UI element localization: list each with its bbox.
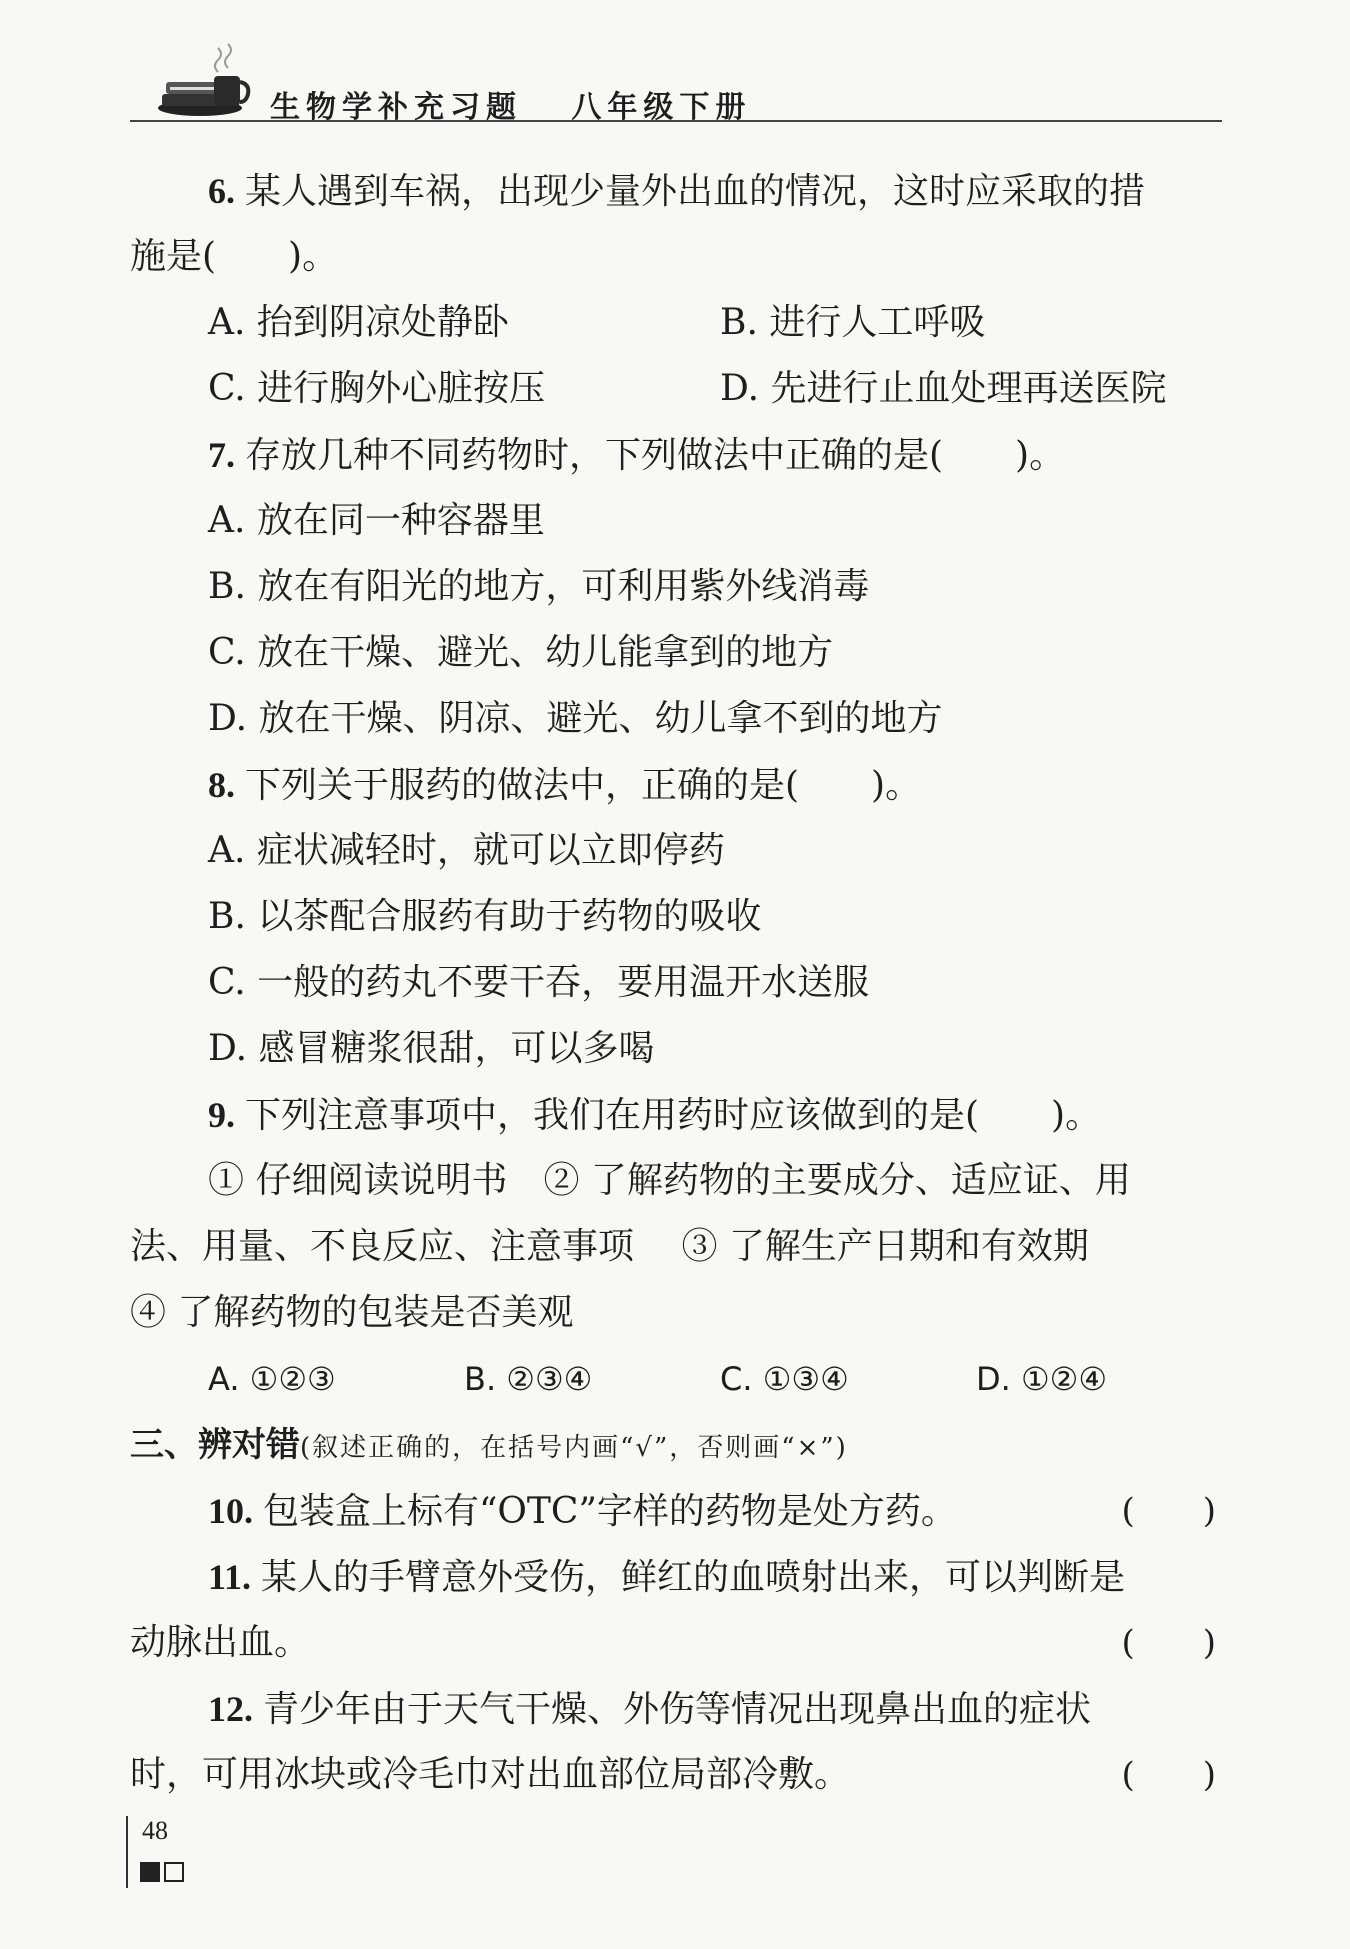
question-6-options-cd (130, 356, 1222, 422)
question-text: 某人的手臂意外受伤，鲜红的血喷射出来，可以判断是 (261, 1557, 1126, 1598)
question-text: 下列关于服药的做法中，正确的是( )。 (245, 765, 922, 806)
option-d: D. 先进行止血处理再送医院 (720, 368, 1167, 409)
question-9-items: ① 仔细阅读说明书 ② 了解药物的主要成分、适应证、用 (208, 1160, 1131, 1201)
question-9 (130, 1082, 1222, 1148)
option-d: D. 感冒糖浆很甜，可以多喝 (208, 1028, 655, 1069)
answer-parentheses: ( ) (1121, 1623, 1216, 1663)
option-b: B. 以茶配合服药有助于药物的吸收 (208, 896, 762, 937)
content (130, 158, 1222, 1808)
question-6-options-ab (130, 290, 1222, 356)
question-number: 10. (208, 1491, 253, 1531)
question-text: 施是( )。 (130, 236, 339, 277)
books-and-cup-icon (152, 40, 262, 120)
question-11 (130, 1544, 1222, 1610)
question-9-options (130, 1346, 1222, 1412)
section-title: 三、辨对错 (130, 1425, 300, 1465)
option-a: A. ①②③ (208, 1360, 336, 1398)
question-9-items-continued: 法、用量、不良反应、注意事项 ③ 了解生产日期和有效期 (130, 1226, 1089, 1267)
question-text: 时，可用冰块或冷毛巾对出血部位局部冷敷。 (130, 1754, 851, 1795)
option-c: C. ①③④ (720, 1360, 849, 1398)
option-d: D. 放在干燥、阴凉、避光、幼儿拿不到的地方 (208, 698, 943, 739)
option-c: C. 进行胸外心脏按压 (208, 368, 546, 409)
question-text: 青少年由于天气干燥、外伤等情况出现鼻出血的症状 (263, 1689, 1092, 1730)
page-footer (126, 1816, 226, 1896)
header-divider (130, 120, 1222, 122)
footer-bar (126, 1816, 128, 1888)
option-b: B. ②③④ (464, 1360, 593, 1398)
option-a: A. 放在同一种容器里 (208, 500, 545, 541)
answer-parentheses: ( ) (1121, 1491, 1216, 1531)
question-6 (130, 158, 1222, 224)
question-number: 12. (208, 1689, 253, 1729)
question-11-continued (130, 1610, 1222, 1676)
empty-square-icon (164, 1862, 184, 1882)
section-instructions: (叙述正确的，在括号内画“√”，否则画“×”) (300, 1433, 848, 1463)
question-number: 11. (208, 1557, 252, 1597)
question-number: 7. (208, 435, 235, 475)
question-text: 下列注意事项中，我们在用药时应该做到的是( )。 (245, 1095, 1102, 1136)
question-text: 包装盒上标有“OTC”字样的药物是处方药。 (263, 1491, 957, 1532)
question-number: 8. (208, 765, 235, 805)
option-c: C. 放在干燥、避光、幼儿能拿到的地方 (208, 632, 834, 673)
question-text: 动脉出血。 (130, 1622, 311, 1663)
question-text: 存放几种不同药物时，下列做法中正确的是( )。 (245, 435, 1066, 476)
question-number: 9. (208, 1095, 235, 1135)
question-7 (130, 422, 1222, 488)
option-c: C. 一般的药丸不要干吞，要用温开水送服 (208, 962, 870, 1003)
answer-parentheses: ( ) (1121, 1755, 1216, 1795)
question-9-item-4: ④ 了解药物的包装是否美观 (130, 1292, 574, 1333)
page-number: 48 (142, 1816, 168, 1845)
option-d: D. ①②④ (976, 1360, 1108, 1398)
filled-square-icon (140, 1862, 160, 1882)
question-number: 6. (208, 171, 235, 211)
book-title: 生物学补充习题 八年级下册 (270, 90, 752, 125)
page-header (130, 40, 1222, 124)
option-a: A. 症状减轻时，就可以立即停药 (208, 830, 725, 871)
question-6-continued (130, 224, 1222, 290)
option-b: B. 进行人工呼吸 (720, 302, 986, 343)
option-b: B. 放在有阳光的地方，可利用紫外线消毒 (208, 566, 870, 607)
question-10 (130, 1478, 1222, 1544)
option-a: A. 抬到阴凉处静卧 (208, 302, 509, 343)
question-12 (130, 1676, 1222, 1742)
question-text: 某人遇到车祸，出现少量外出血的情况，这时应采取的措 (245, 171, 1146, 212)
question-8 (130, 752, 1222, 818)
section-heading (130, 1412, 1222, 1478)
question-12-continued (130, 1742, 1222, 1808)
